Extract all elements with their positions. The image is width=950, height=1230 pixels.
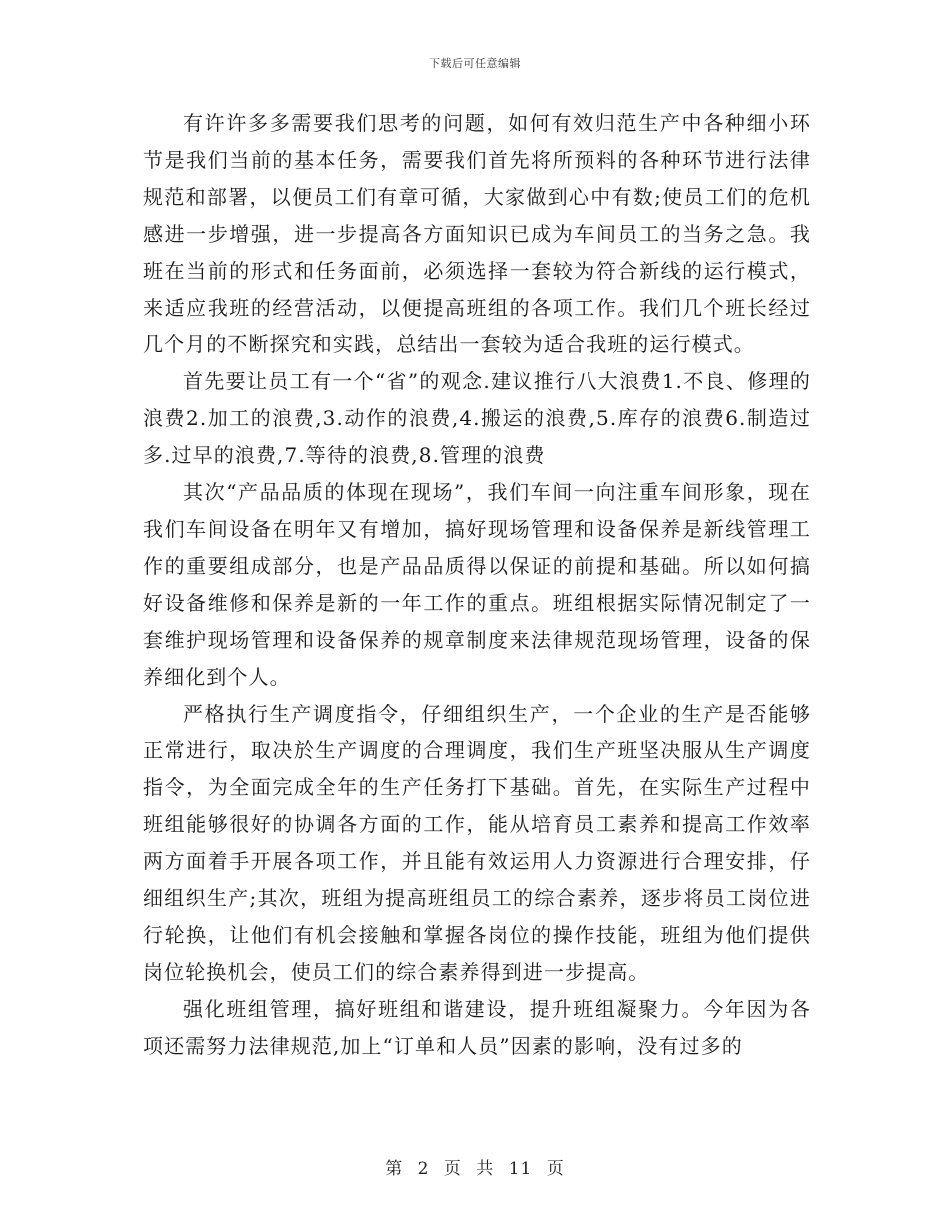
footer-total-pages: 11: [508, 1159, 533, 1179]
footer-current-page: 2: [417, 1159, 430, 1179]
paragraph-3: 其次“产品品质的体现在现场”，我们车间一向注重车间形象，现在我们车间设备在明年又有增加，搞好现场管理和设备保养是新线管理工作的重要组成部分，也是产品品质得以保证的前提和基础。所以如何搞好设备维修和保养是新的一年工作的重点。班组根据实际情况制定了一套维护现场管理和设备保养的规章制度来法律规范现场管理，设备的保养细化到个人。: [143, 480, 811, 689]
document-body: [143, 105, 811, 1065]
paragraph-4: 严格执行生产调度指令，仔细组织生产，一个企业的生产是否能够正常进行，取决於生产调度的合理调度，我们生产班坚决服从生产调度指令，为全面完成全年的生产任务打下基础。首先，在实际生产过程中班组能够很好的协调各方面的工作，能从培育员工素养和提高工作效率两方面着手开展各项工作，并且能有效运用人力资源进行合理安排，仔细组织生产;其次，班组为提高班组员工的综合素养，逐步将员工岗位进行轮换，让他们有机会接触和掌握各岗位的操作技能，班组为他们提供岗位轮换机会，使员工们的综合素养得到进一步提高。: [143, 701, 811, 984]
footer-label-of: 页: [443, 1159, 462, 1179]
paragraph-1: 有许许多多需要我们思考的问题，如何有效归范生产中各种细小环节是我们当前的基本任务，需要我们首先将所预料的各种环节进行法律规范和部署，以便员工们有章可循，大家做到心中有数;使员工们的危机感进一步增强，进一步提高各方面知识已成为车间员工的当务之急。我班在当前的形式和任务面前，必须选择一套较为符合新线的运行模式，来适应我班的经营活动，以便提高班组的各项工作。我们几个班长经过几个月的不断探究和实践，总结出一套较为适合我班的运行模式。: [143, 111, 811, 357]
paragraph-5: 强化班组管理，搞好班组和谐建设，提升班组凝聚力。今年因为各项还需努力法律规范,加上“订单和人员”因素的影响，没有过多的: [143, 996, 811, 1058]
footer-label-total: 共: [476, 1159, 495, 1179]
footer-label-page: 第: [385, 1159, 404, 1179]
paragraph-2: 首先要让员工有一个“省”的观念.建议推行八大浪费1.不良、修理的浪费2.加工的浪费,3.动作的浪费,4.搬运的浪费,5.库存的浪费6.制造过多.过早的浪费,7.等待的浪费,8.管理的浪费: [143, 369, 811, 468]
page-footer: [0, 1154, 950, 1179]
footer-label-end: 页: [546, 1159, 565, 1179]
header-note: 下载后可任意编辑: [429, 57, 521, 70]
